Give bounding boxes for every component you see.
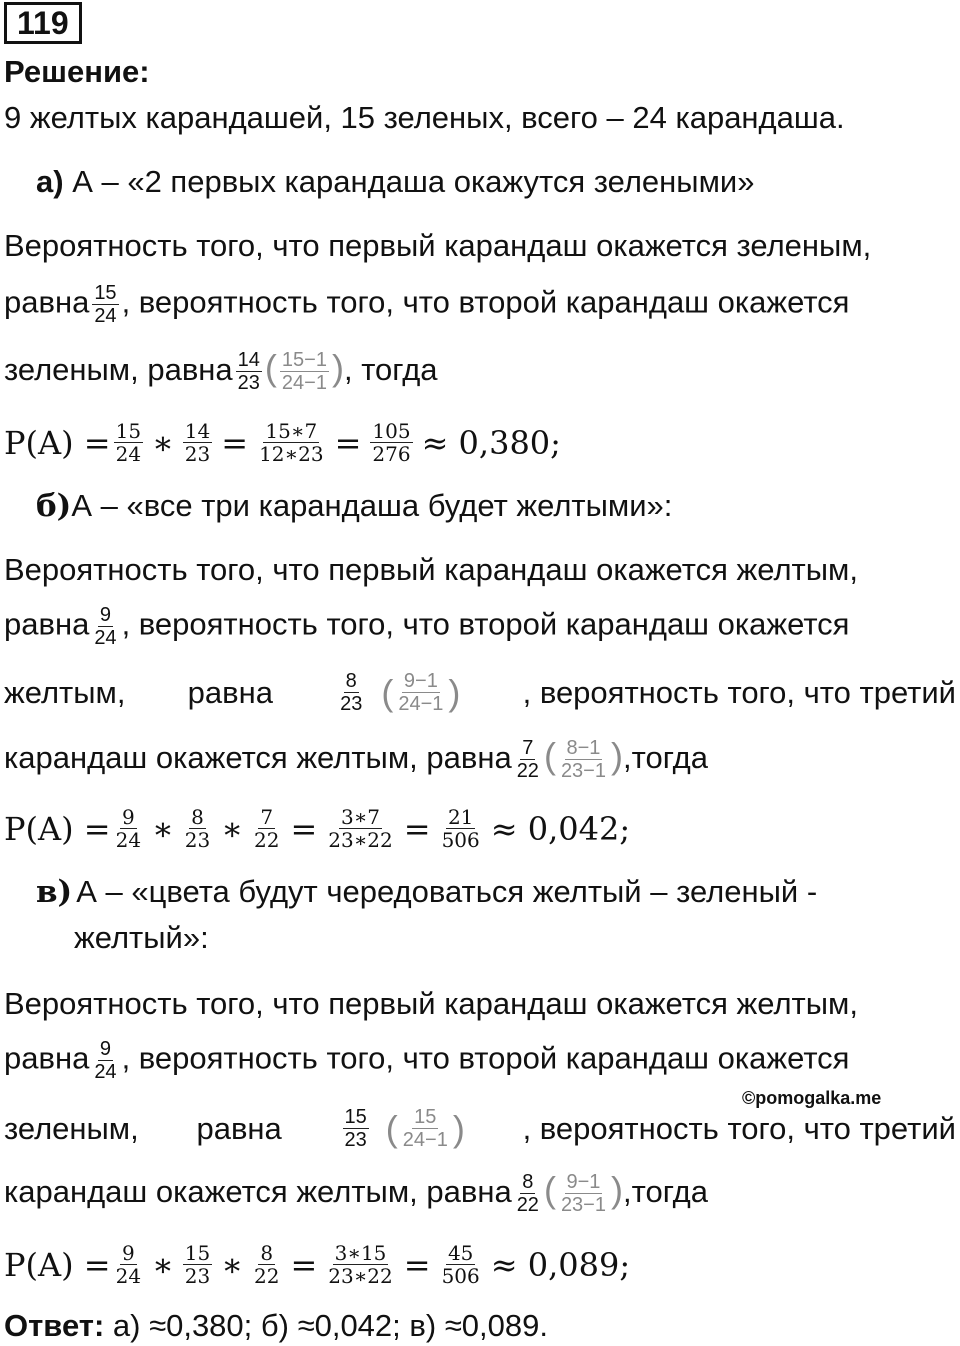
fraction (257, 420, 326, 465)
fraction (114, 420, 143, 465)
operator: = (334, 423, 362, 462)
paren-open: ( (543, 735, 556, 776)
part-c-line4 (4, 1170, 956, 1216)
text-segment: ,тогда (623, 740, 708, 775)
fraction (326, 806, 395, 851)
text-segment: , вероятность того, что третий (522, 674, 956, 710)
formula-result: ≈ 0,042; (490, 809, 631, 848)
text-segment: равна (196, 1110, 282, 1146)
denominator: 22 (516, 1194, 539, 1217)
operator: = (221, 423, 249, 462)
text-segment: карандаш окажется желтым, равна (4, 1174, 512, 1209)
fraction (114, 1242, 143, 1287)
denominator: 506 (441, 828, 480, 852)
part-b-line2 (4, 604, 956, 649)
denominator: 23 (184, 1264, 211, 1288)
paren-close: ) (611, 1169, 623, 1210)
denominator: 23 (344, 1129, 367, 1151)
text-segment: равна (4, 1040, 90, 1076)
part-c-line2 (4, 1038, 956, 1083)
part-b-label: б) (36, 488, 72, 524)
paren-close: ) (452, 1107, 465, 1149)
part-b-text: А – «все три карандаша будет желтыми»: (71, 488, 673, 523)
watermark: ©pomogalka.me (742, 1088, 882, 1108)
paren-open: ( (543, 1169, 556, 1210)
denominator: 24 (115, 442, 142, 466)
fraction (338, 670, 364, 715)
hint-fraction (559, 737, 608, 782)
numerator: 15−1 (281, 349, 327, 372)
fraction (183, 806, 212, 851)
formula-a (4, 420, 561, 465)
denominator: 23−1 (560, 760, 606, 783)
fraction (183, 420, 212, 465)
text-segment: равна (4, 284, 90, 320)
part-a-text: А – «2 первых карандаша окажутся зелеными» (63, 164, 755, 199)
hint-fraction (396, 670, 445, 715)
paren-open: ( (385, 1107, 398, 1149)
numerator: 45 (447, 1241, 474, 1265)
part-a-label: а) (36, 164, 64, 199)
problem-number: 119 (4, 2, 82, 44)
denominator: 22 (254, 828, 280, 852)
numerator: 15 (184, 1241, 211, 1265)
numerator: 9 (121, 805, 135, 829)
text-segment: , тогда (343, 352, 438, 387)
numerator: 15∗7 (265, 419, 318, 443)
text-segment: зеленым, равна (4, 352, 233, 387)
formula-c (4, 1242, 630, 1287)
text-segment: желтым, (4, 674, 126, 710)
denominator: 23−1 (560, 1194, 606, 1217)
numerator: 14 (184, 419, 211, 443)
denominator: 22 (254, 1264, 280, 1288)
paren-close: ) (331, 347, 344, 388)
operator: ∗ (152, 423, 174, 462)
numerator: 9 (99, 604, 111, 626)
operator: = (403, 809, 431, 848)
answer-label: Ответ: (4, 1308, 105, 1343)
part-a-line3 (4, 348, 956, 394)
text-segment: карандаш окажется желтым, равна (4, 740, 512, 775)
text-segment: ,тогда (623, 1174, 708, 1209)
formula-b (4, 806, 630, 851)
part-a-line1: Вероятность того, что первый карандаш окажется зеленым, (4, 228, 872, 263)
text-segment: , вероятность того, что второй карандаш окажется (121, 284, 850, 320)
part-a-statement (36, 162, 956, 202)
fraction (343, 1106, 369, 1151)
denominator: 24 (115, 1264, 142, 1288)
hint-fraction (401, 1106, 450, 1151)
numerator: 15 (344, 1106, 367, 1128)
numerator: 14 (237, 349, 260, 372)
denominator: 23 (184, 442, 211, 466)
numerator: 8 (191, 805, 204, 829)
operator: = (290, 809, 318, 848)
denominator: 24 (94, 305, 117, 327)
intro-text: 9 желтых карандашей, 15 зеленых, всего – 24 карандаша. (4, 100, 845, 135)
denominator: 23 (340, 693, 363, 715)
part-c-statement-line2: желтый»: (74, 920, 209, 955)
fraction (183, 1242, 212, 1287)
paren-close: ) (611, 735, 623, 776)
part-b-line3 (4, 670, 956, 715)
part-c-label: в) (36, 874, 73, 910)
text-segment: , вероятность того, что второй карандаш окажется (121, 1040, 850, 1076)
text-segment: , вероятность того, что третий (522, 1110, 956, 1146)
numerator: 15 (414, 1106, 437, 1128)
operator: ∗ (152, 1245, 174, 1284)
part-b-statement (36, 486, 956, 526)
hint-fraction (280, 349, 329, 394)
numerator: 8 (522, 1171, 534, 1194)
formula-result: ≈ 0,089; (490, 1245, 631, 1284)
denominator: 22 (516, 760, 539, 783)
text-segment: зеленым, (4, 1110, 139, 1146)
denominator: 23 (184, 828, 211, 852)
part-a-line2 (4, 282, 956, 327)
numerator: 15 (115, 419, 142, 443)
fraction (236, 349, 262, 394)
fraction (252, 806, 281, 851)
formula-lhs: P(A) = (4, 1245, 111, 1284)
fraction-group (340, 1106, 465, 1151)
operator: = (403, 1245, 431, 1284)
fraction (252, 1242, 281, 1287)
numerator: 15 (94, 282, 117, 304)
hint-fraction (559, 1171, 608, 1216)
operator: = (290, 1245, 318, 1284)
fraction (92, 282, 118, 327)
denominator: 276 (372, 442, 411, 466)
denominator: 506 (441, 1264, 480, 1288)
fraction (92, 604, 118, 649)
operator: ∗ (221, 1245, 243, 1284)
text-segment: Вероятность того, что первый карандаш окажется желтым, (4, 552, 858, 587)
fraction (440, 1242, 482, 1287)
denominator: 23∗22 (328, 1264, 393, 1288)
numerator: 8−1 (566, 737, 601, 760)
denominator: 23∗22 (328, 828, 393, 852)
fraction (326, 1242, 395, 1287)
text-segment: Вероятность того, что первый карандаш окажется желтым, (4, 986, 858, 1021)
operator: ∗ (152, 809, 174, 848)
numerator: 3∗15 (334, 1241, 387, 1265)
fraction-group (335, 670, 460, 715)
fraction (92, 1038, 118, 1083)
part-b-line4 (4, 736, 956, 782)
denominator: 12∗23 (259, 442, 324, 466)
numerator: 8 (260, 1241, 274, 1265)
formula-lhs: P(A) = (4, 423, 111, 462)
numerator: 21 (447, 805, 474, 829)
denominator: 24 (94, 1061, 117, 1083)
numerator: 7 (522, 737, 534, 760)
part-b-line1 (4, 550, 956, 590)
numerator: 8 (345, 670, 357, 692)
fraction (515, 1171, 541, 1216)
denominator: 24 (94, 627, 117, 649)
part-c-statement-line1 (36, 872, 817, 912)
paren-open: ( (381, 671, 394, 713)
formula-lhs: P(A) = (4, 809, 111, 848)
part-c-line1 (4, 984, 956, 1024)
denominator: 24 (115, 828, 142, 852)
numerator: 9−1 (403, 670, 438, 692)
fraction (370, 420, 412, 465)
text-segment: А – «цвета будут чередоваться желтый – зеленый - (76, 874, 818, 909)
text-segment: равна (187, 674, 273, 710)
part-c-line3 (4, 1106, 956, 1151)
text-segment: равна (4, 606, 90, 642)
operator: ∗ (221, 809, 243, 848)
denominator: 24−1 (398, 693, 444, 715)
fraction (515, 737, 541, 782)
numerator: 9−1 (566, 1171, 601, 1194)
numerator: 7 (260, 805, 274, 829)
paren-open: ( (264, 347, 277, 388)
fraction (114, 806, 143, 851)
fraction (440, 806, 482, 851)
answer-line (4, 1306, 956, 1346)
denominator: 23 (237, 372, 260, 395)
part-c-statement (36, 872, 956, 912)
paren-close: ) (448, 671, 461, 713)
numerator: 3∗7 (340, 805, 381, 829)
numerator: 105 (372, 419, 411, 443)
denominator: 24−1 (402, 1129, 448, 1151)
solution-heading: Решение: (4, 54, 150, 89)
answer-text: а) ≈0,380; б) ≈0,042; в) ≈0,089. (104, 1308, 548, 1343)
denominator: 24−1 (281, 372, 327, 395)
numerator: 9 (121, 1241, 135, 1265)
text-segment: , вероятность того, что второй карандаш окажется (121, 606, 850, 642)
numerator: 9 (99, 1038, 111, 1060)
formula-result: ≈ 0,380; (421, 423, 561, 462)
